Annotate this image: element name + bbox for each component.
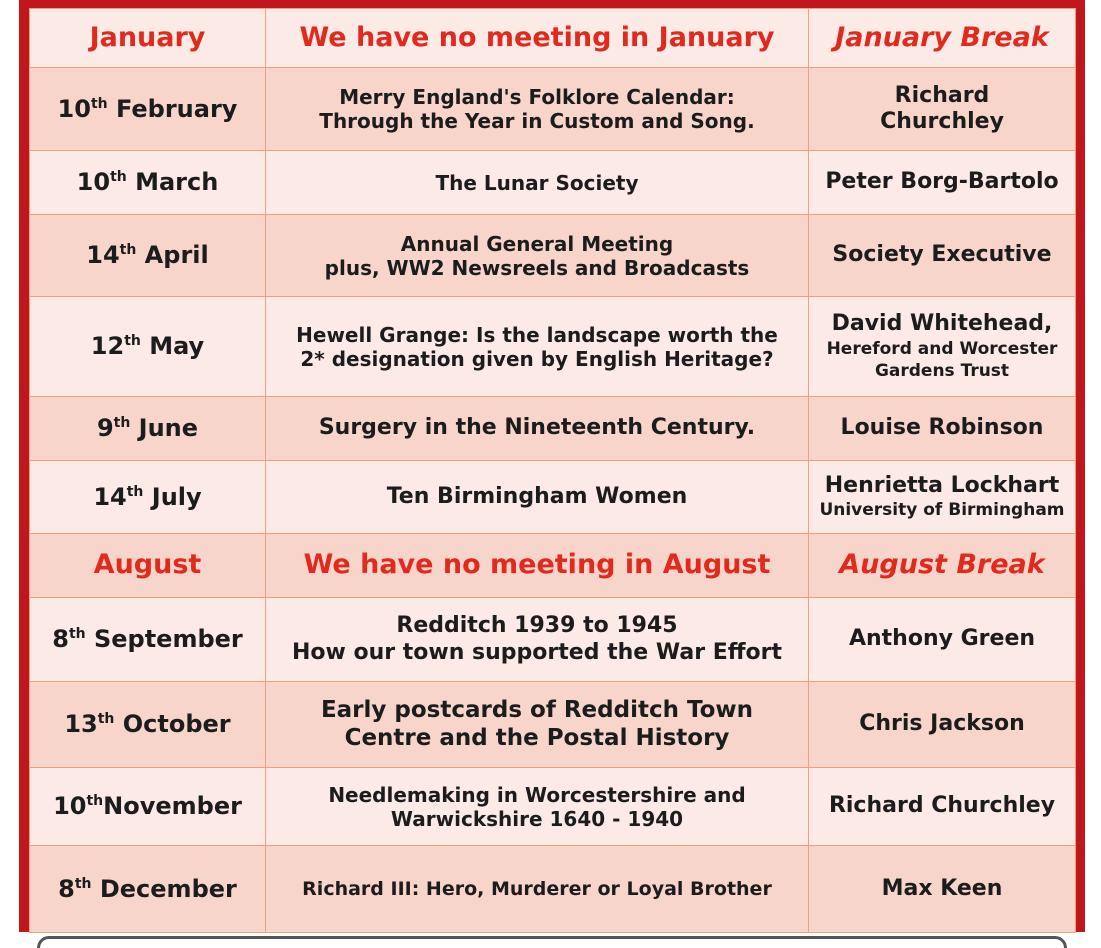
table-row-august — [30, 534, 1076, 598]
row-date: 9th June — [30, 397, 266, 461]
table-row-june — [30, 397, 1076, 461]
row-speaker: January Break — [809, 9, 1076, 68]
row-speaker: Richard Churchley — [809, 768, 1076, 846]
programme-frame — [19, 0, 1085, 932]
row-speaker: Society Executive — [809, 215, 1076, 297]
row-topic: Surgery in the Nineteenth Century. — [266, 397, 809, 461]
row-date: January — [30, 9, 266, 68]
row-date: 14th April — [30, 215, 266, 297]
row-speaker: Henrietta Lockhart University of Birmingham — [809, 461, 1076, 534]
row-speaker: Anthony Green — [809, 598, 1076, 682]
table-row-january — [30, 9, 1076, 68]
row-date: 10th March — [30, 151, 266, 215]
table-row-may — [30, 297, 1076, 397]
table-row-october — [30, 682, 1076, 768]
row-speaker: Richard Churchley — [809, 68, 1076, 151]
row-topic: Ten Birmingham Women — [266, 461, 809, 534]
row-speaker: Chris Jackson — [809, 682, 1076, 768]
row-topic: Hewell Grange: Is the landscape worth the 2* designation given by English Heritage? — [266, 297, 809, 397]
row-topic: We have no meeting in January — [266, 9, 809, 68]
table-row-september — [30, 598, 1076, 682]
row-topic: Redditch 1939 to 1945 How our town supported the War Effort — [266, 598, 809, 682]
table-row-july — [30, 461, 1076, 534]
row-date: 8th December — [30, 846, 266, 933]
row-topic: Needlemaking in Worcestershire and Warwickshire 1640 - 1940 — [266, 768, 809, 846]
row-speaker: David Whitehead, Hereford and Worcester Gardens Trust — [809, 297, 1076, 397]
table-row-november — [30, 768, 1076, 846]
row-topic: Annual General Meeting plus, WW2 Newsreels and Broadcasts — [266, 215, 809, 297]
next-panel-edge — [37, 936, 1067, 948]
row-topic: Merry England's Folklore Calendar: Through the Year in Custom and Song. — [266, 68, 809, 151]
row-topic: We have no meeting in August — [266, 534, 809, 598]
row-topic: The Lunar Society — [266, 151, 809, 215]
table-row-february — [30, 68, 1076, 151]
row-date: 8th September — [30, 598, 266, 682]
row-date: 12th May — [30, 297, 266, 397]
row-date: 10thNovember — [30, 768, 266, 846]
programme-table — [29, 8, 1076, 933]
row-date: 14th July — [30, 461, 266, 534]
row-speaker: August Break — [809, 534, 1076, 598]
row-speaker: Max Keen — [809, 846, 1076, 933]
row-topic: Early postcards of Redditch Town Centre and the Postal History — [266, 682, 809, 768]
row-speaker: Peter Borg-Bartolo — [809, 151, 1076, 215]
table-row-december — [30, 846, 1076, 933]
table-row-march — [30, 151, 1076, 215]
table-row-april — [30, 215, 1076, 297]
row-date: August — [30, 534, 266, 598]
row-date: 13th October — [30, 682, 266, 768]
row-date: 10th February — [30, 68, 266, 151]
row-topic: Richard III: Hero, Murderer or Loyal Brother — [266, 846, 809, 933]
row-speaker: Louise Robinson — [809, 397, 1076, 461]
